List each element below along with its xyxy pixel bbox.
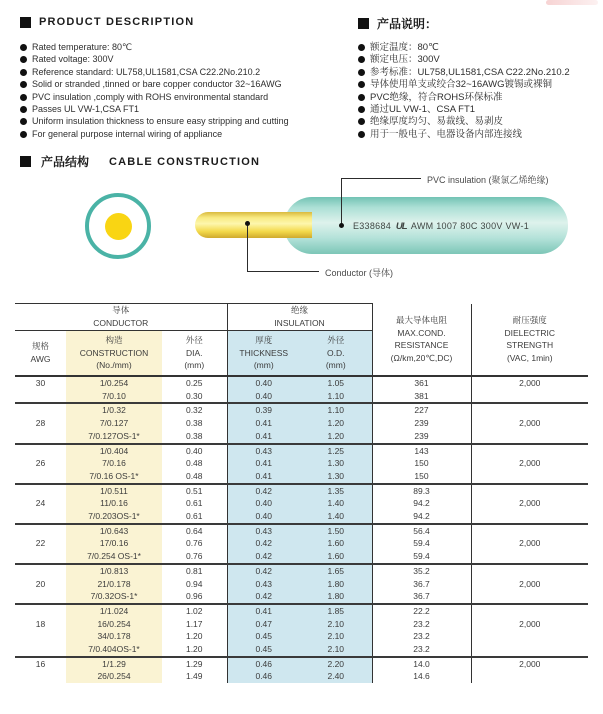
- thickness-cell: 0.40 0.40: [227, 376, 300, 403]
- header-text: DIA.: [185, 347, 203, 358]
- thickness-cell: 0.46 0.46: [227, 657, 300, 683]
- callout-dot-icon: [245, 221, 250, 226]
- bullet-dot-icon: [358, 94, 365, 101]
- awg-cell: 28: [15, 403, 66, 443]
- od-cell: 2.20 2.40: [300, 657, 372, 683]
- awg-column-header: [15, 331, 66, 377]
- header-text: THICKNESS: [239, 347, 289, 358]
- cable-spec-text: AWM 1007 80C 300V VW-1: [410, 221, 530, 231]
- bullet-dot-icon: [20, 56, 27, 63]
- resistance-cell: 143 150 150: [372, 444, 471, 484]
- resistance-cell: 361 381: [372, 376, 471, 403]
- product-description-title-cn: 产品说明：: [377, 17, 438, 31]
- description-item: [20, 93, 355, 103]
- header-text: 厚度: [255, 334, 273, 345]
- header-text: 构造: [105, 334, 123, 345]
- description-item: [20, 80, 355, 90]
- header-text: CONSTRUCTION: [79, 347, 149, 358]
- dielectric-cell: 2,000: [471, 604, 588, 657]
- cable-cert-number: E338684: [352, 221, 392, 231]
- od-column-header: [300, 331, 372, 377]
- construction-cell: 1/0.511 11/0.16 7/0.203OS-1*: [66, 484, 162, 524]
- bullet-dot-icon: [20, 131, 27, 138]
- header-text: O.D.: [327, 347, 345, 358]
- dia-cell: 0.81 0.94 0.96: [162, 564, 227, 604]
- thickness-cell: 0.43 0.41 0.41: [227, 444, 300, 484]
- bullet-dot-icon: [20, 94, 27, 101]
- square-bullet-icon: [20, 17, 31, 28]
- dielectric-cell: 2,000: [471, 484, 588, 524]
- bullet-dot-icon: [358, 118, 365, 125]
- construction-cell: 1/0.404 7/0.16 7/0.16 OS-1*: [66, 444, 162, 484]
- insulation-group-header: [227, 304, 372, 331]
- awg-group-row: [15, 657, 588, 683]
- partial-logo-mark: [546, 0, 598, 5]
- description-text: 绝缘厚度均匀、易裁线、易剥皮: [370, 116, 504, 128]
- resistance-cell: 227 239 239: [372, 403, 471, 443]
- construction-cell: 1/1.024 16/0.254 34/0.178 7/0.404OS-1*: [66, 604, 162, 657]
- bullet-dot-icon: [20, 44, 27, 51]
- description-text: 通过UL VW-1、CSA FT1: [370, 103, 476, 115]
- description-item: [358, 130, 598, 140]
- product-description-title: PRODUCT DESCRIPTION: [39, 16, 195, 28]
- dia-cell: 0.64 0.76 0.76: [162, 524, 227, 564]
- header-text: 最大导体电阻: [396, 314, 448, 325]
- header-text: 外径: [185, 334, 203, 345]
- description-item: [358, 68, 598, 78]
- header-text: (mm): [325, 360, 346, 371]
- bullet-dot-icon: [20, 81, 27, 88]
- header-text: AWG: [30, 354, 51, 364]
- cable-construction-title-cn: 产品结构: [41, 155, 90, 169]
- cable-print-text: [318, 221, 564, 232]
- square-bullet-icon: [358, 18, 369, 29]
- awg-group-row: [15, 376, 588, 403]
- header-text: DIELECTRIC: [504, 327, 556, 338]
- conductor-callout-label: Conductor (导体): [325, 268, 394, 278]
- spec-table-container: [15, 303, 588, 683]
- bullet-dot-icon: [358, 81, 365, 88]
- conductor-core: [105, 213, 132, 240]
- header-text: 规格: [31, 341, 49, 352]
- product-description-list-en: [20, 43, 355, 142]
- callout-line: [247, 224, 248, 271]
- awg-group-row: [15, 564, 588, 604]
- dia-cell: 0.40 0.48 0.48: [162, 444, 227, 484]
- od-cell: 1.10 1.20 1.20: [300, 403, 372, 443]
- cable-construction-title-en: CABLE CONSTRUCTION: [109, 155, 261, 168]
- insulation-callout-label: PVC insulation (聚氯乙烯绝缘): [427, 175, 549, 185]
- awg-group-row: [15, 444, 588, 484]
- description-text: 参考标准：UL758,UL1581,CSA C22.2No.210.2: [370, 66, 570, 78]
- bullet-dot-icon: [358, 56, 365, 63]
- description-item: [20, 55, 355, 65]
- thickness-cell: 0.43 0.42 0.42: [227, 524, 300, 564]
- product-description-list-cn: [358, 43, 598, 142]
- bullet-dot-icon: [358, 106, 365, 113]
- bullet-dot-icon: [20, 69, 27, 76]
- awg-group-row: [15, 403, 588, 443]
- section-product-description: [20, 16, 194, 28]
- description-text: 额定电压：300V: [370, 54, 440, 66]
- header-text: (mm): [184, 360, 205, 371]
- header-text: (Ω/km,20℃,DC): [390, 352, 453, 363]
- awg-cell: 30: [35, 378, 46, 388]
- bullet-dot-icon: [358, 131, 365, 138]
- bullet-dot-icon: [20, 118, 27, 125]
- dielectric-cell: 2,000: [519, 378, 541, 388]
- header-text: (VAC, 1min): [506, 352, 553, 363]
- description-item: [20, 68, 355, 78]
- awg-group-row: [15, 604, 588, 657]
- description-text: 额定温度：80℃: [370, 42, 439, 53]
- od-cell: 1.50 1.60 1.60: [300, 524, 372, 564]
- dielectric-cell: 2,000: [471, 444, 588, 484]
- spec-table: [15, 303, 588, 683]
- description-text: 导体使用单支或绞合32~16AWG镀锡或裸铜: [370, 79, 553, 91]
- header-text: 导体: [112, 305, 130, 316]
- spec-table-body: [15, 376, 588, 683]
- dia-cell: 1.29 1.49: [162, 657, 227, 683]
- header-text: (mm): [253, 360, 274, 371]
- thickness-column-header: [227, 331, 300, 377]
- description-text: PVC绝缘，符合ROHS环保标准: [370, 91, 503, 103]
- description-item: [358, 43, 598, 53]
- awg-cell: 18: [15, 604, 66, 657]
- construction-cell: 1/1.29 26/0.254: [66, 657, 162, 683]
- description-item: [20, 117, 355, 127]
- awg-group-row: [15, 484, 588, 524]
- header-text: MAX.COND.: [397, 327, 446, 338]
- construction-column-header: [66, 331, 162, 377]
- ul-logo-icon: UL: [395, 221, 407, 232]
- description-text: Reference standard: UL758,UL1581,CSA C22.2No.210.2: [32, 66, 261, 77]
- conductor-rod: [195, 212, 312, 238]
- thickness-cell: 0.39 0.41 0.41: [227, 403, 300, 443]
- dielectric-cell: 2,000: [471, 657, 588, 683]
- dia-column-header: [162, 331, 227, 377]
- group-header-row: [15, 304, 588, 331]
- bullet-dot-icon: [358, 69, 365, 76]
- resistance-cell: 35.2 36.7 36.7: [372, 564, 471, 604]
- description-text: 用于一般电子、电器设备内部连接线: [370, 128, 523, 140]
- resistance-cell: 14.0 14.6: [372, 657, 471, 683]
- construction-cell: 1/0.813 21/0.178 7/0.32OS-1*: [66, 564, 162, 604]
- description-text: Solid or stranded ,tinned or bare copper conductor 32~16AWG: [32, 79, 282, 90]
- bullet-dot-icon: [20, 106, 27, 113]
- resistance-cell: 56.4 59.4 59.4: [372, 524, 471, 564]
- od-cell: 1.05 1.10: [300, 376, 372, 403]
- description-item: [358, 80, 598, 90]
- od-cell: 1.25 1.30 1.30: [300, 444, 372, 484]
- construction-cell: 1/0.254 7/0.10: [66, 376, 162, 403]
- description-item: [20, 43, 355, 53]
- thickness-cell: 0.41 0.47 0.45 0.45: [227, 604, 300, 657]
- awg-cell: 24: [15, 484, 66, 524]
- resistance-column-header: [372, 304, 471, 377]
- construction-cell: 1/0.32 7/0.127 7/0.127OS-1*: [66, 403, 162, 443]
- description-text: Rated temperature: 80℃: [32, 42, 133, 52]
- callout-line: [341, 178, 421, 179]
- dielectric-cell: 2,000: [471, 524, 588, 564]
- od-cell: 1.35 1.40 1.40: [300, 484, 372, 524]
- square-bullet-icon: [20, 156, 31, 167]
- description-item: [358, 93, 598, 103]
- section-product-description-cn: [358, 15, 437, 32]
- description-text: For general purpose internal wiring of appliance: [32, 128, 223, 139]
- description-text: PVC insulation ,comply with ROHS environmental standard: [32, 91, 269, 102]
- header-text: 绝缘: [291, 305, 309, 316]
- resistance-cell: 22.2 23.2 23.2 23.2: [372, 604, 471, 657]
- description-item: [358, 105, 598, 115]
- bullet-dot-icon: [358, 44, 365, 51]
- od-cell: 1.85 2.10 2.10 2.10: [300, 604, 372, 657]
- callout-dot-icon: [339, 223, 344, 228]
- dia-cell: 1.02 1.17 1.20 1.20: [162, 604, 227, 657]
- header-text: 耐压强度: [512, 314, 547, 325]
- awg-cell: 16: [15, 657, 66, 683]
- awg-cell: 22: [15, 524, 66, 564]
- dielectric-column-header: [471, 304, 588, 377]
- header-text: RESISTANCE: [394, 340, 449, 351]
- awg-cell: 26: [15, 444, 66, 484]
- dielectric-cell: 2,000: [471, 403, 588, 443]
- dia-cell: 0.51 0.61 0.61: [162, 484, 227, 524]
- dielectric-cell: 2,000: [471, 564, 588, 604]
- header-text: INSULATION: [274, 318, 325, 328]
- description-text: Passes UL VW-1,CSA FT1: [32, 103, 140, 114]
- header-text: CONDUCTOR: [93, 318, 149, 328]
- description-item: [358, 55, 598, 65]
- construction-cell: 1/0.643 17/0.16 7/0.254 OS-1*: [66, 524, 162, 564]
- awg-cell: 20: [15, 564, 66, 604]
- dia-cell: 0.32 0.38 0.38: [162, 403, 227, 443]
- callout-line: [341, 178, 342, 225]
- callout-line: [247, 271, 319, 272]
- awg-group-row: [15, 524, 588, 564]
- od-cell: 1.65 1.80 1.80: [300, 564, 372, 604]
- conductor-group-header: [15, 304, 227, 331]
- header-text: STRENGTH: [506, 340, 554, 351]
- dia-cell: 0.25 0.30: [162, 376, 227, 403]
- description-item: [20, 105, 355, 115]
- description-item: [358, 117, 598, 127]
- header-text: (No./mm): [96, 360, 132, 371]
- section-cable-construction: [20, 153, 260, 170]
- header-text: 外径: [327, 334, 345, 345]
- thickness-cell: 0.42 0.43 0.42: [227, 564, 300, 604]
- cable-cross-section: [85, 193, 151, 259]
- description-item: [20, 130, 355, 140]
- description-text: Uniform insulation thickness to ensure easy stripping and cutting: [32, 116, 289, 127]
- description-text: Rated voltage: 300V: [32, 54, 114, 65]
- thickness-cell: 0.42 0.40 0.40: [227, 484, 300, 524]
- resistance-cell: 89.3 94.2 94.2: [372, 484, 471, 524]
